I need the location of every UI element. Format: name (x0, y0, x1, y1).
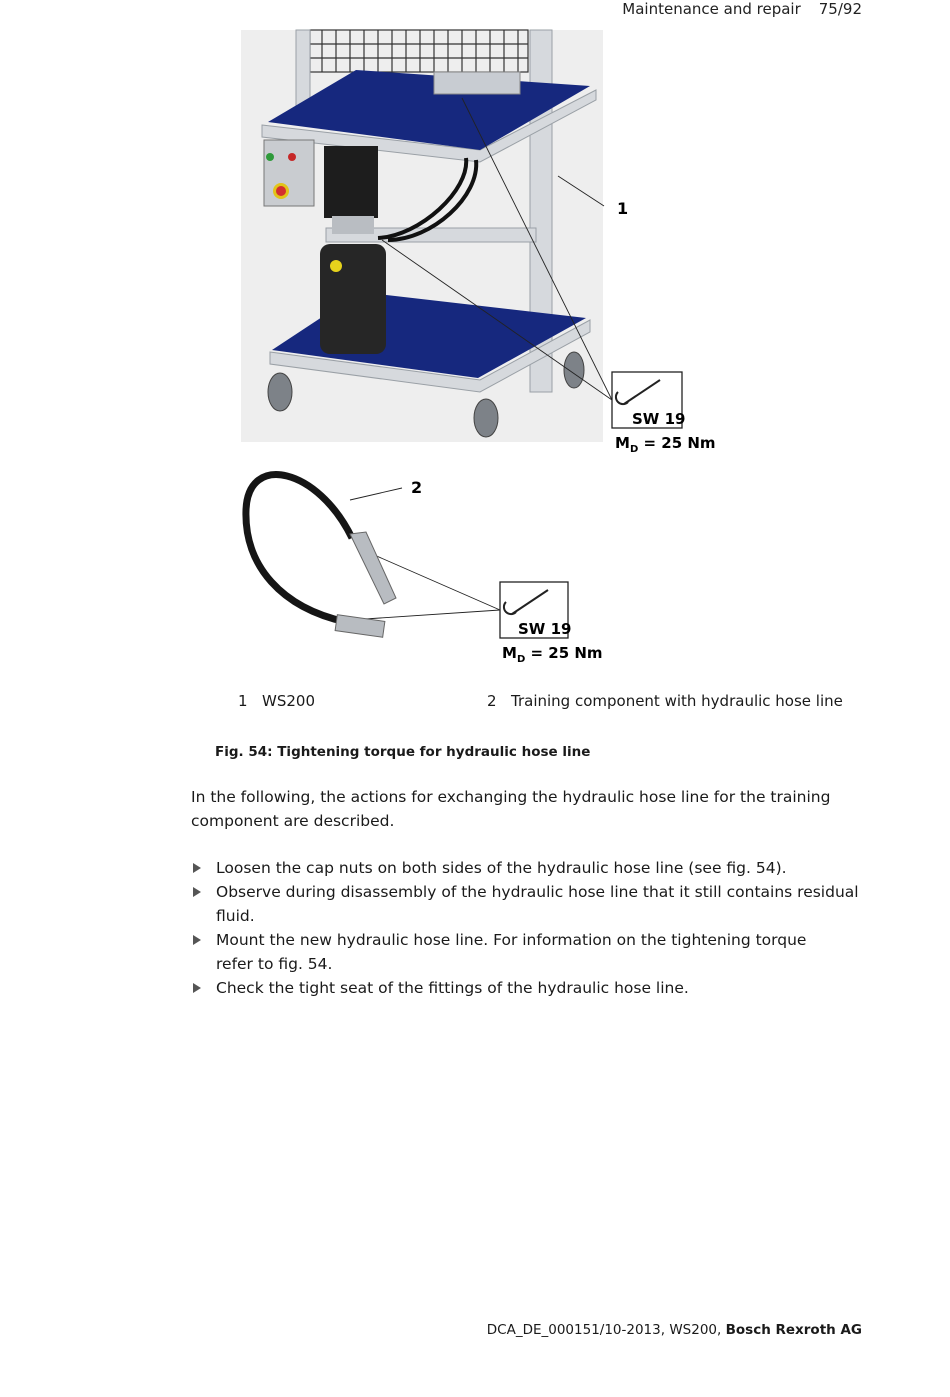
red-lamp (288, 153, 296, 161)
tank (320, 244, 386, 354)
bullet-triangle-icon (193, 887, 201, 897)
page-number: 75/92 (818, 0, 862, 18)
wrench-box-2 (500, 582, 571, 638)
hose-fittings (335, 532, 396, 637)
callout-2-number: 2 (411, 478, 423, 497)
step-list (191, 856, 901, 1000)
bullet-triangle-icon (193, 983, 201, 993)
page-footer (487, 1322, 862, 1338)
torque-2: $M_D = 25$ Nm (502, 644, 603, 665)
manifold (434, 72, 520, 94)
list-item: Mount the new hydraulic hose line. For information on the tightening torque refer to fig. 54. (191, 928, 901, 976)
hydraulic-illustration (0, 0, 950, 680)
intro-paragraph: In the following, the actions for exchanging the hydraulic hose line for the training component are described. (191, 788, 831, 830)
legend-item-2: 2 Training component with hydraulic hose line (487, 692, 843, 710)
figure-54 (0, 0, 950, 680)
hose-line (246, 475, 352, 622)
bullet-triangle-icon (193, 935, 201, 945)
wrench-size-2: SW 19 (518, 620, 572, 638)
legend-item-1: 1 WS200 (238, 692, 315, 710)
green-lamp (266, 153, 274, 161)
torque-1: $M_D = 25$ Nm (615, 434, 716, 455)
wrench-box-1 (612, 372, 685, 428)
bullet-triangle-icon (193, 863, 201, 873)
control-box (264, 140, 314, 206)
document-id: DCA_DE_000151/10-2013, WS200, (486, 1322, 726, 1338)
list-item: Check the tight seat of the fittings of the hydraulic hose line. (191, 976, 901, 1000)
motor (324, 146, 378, 218)
figure-caption: Fig. 54: Tightening torque for hydraulic hose line (215, 744, 591, 760)
list-item: Loosen the cap nuts on both sides of the hydraulic hose line (see fig. 54). (191, 856, 901, 880)
wrench-size-1: SW 19 (632, 410, 686, 428)
list-item: Observe during disassembly of the hydraulic hose line that it still contains residual fluid. (191, 880, 901, 928)
company-name: Bosch Rexroth AG (725, 1322, 862, 1338)
callout-1-number: 1 (617, 199, 629, 218)
emergency-stop (276, 186, 286, 196)
section-title: Maintenance and repair (622, 0, 801, 18)
